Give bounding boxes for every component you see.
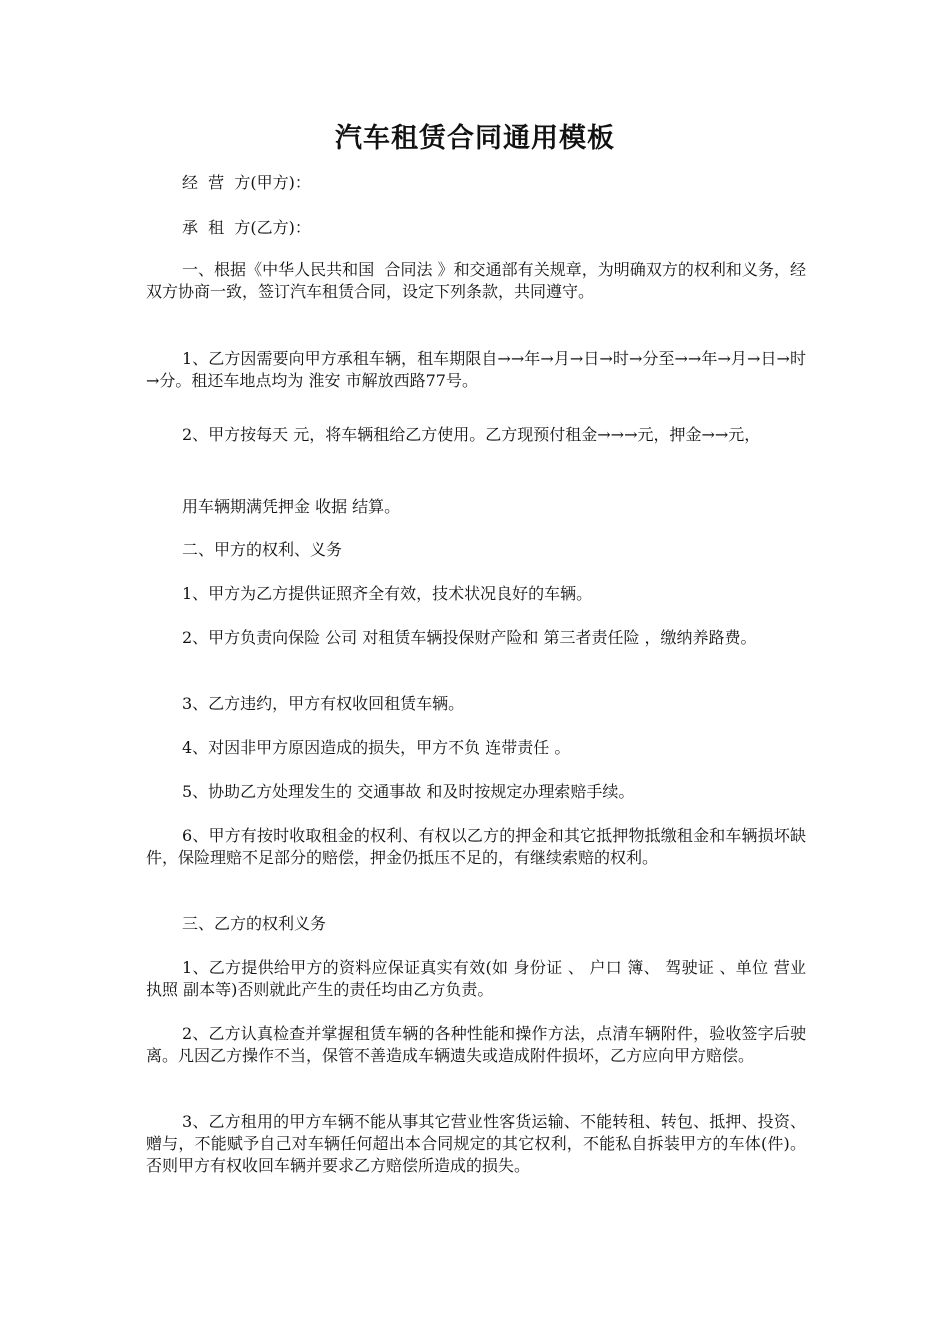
clause-1-term: 1、乙方因需要向甲方承租车辆，租车期限自→→年→月→日→时→分至→→年→月→日→时→分。租还车地点均为 淮安 市解放西路77号。 <box>146 349 806 390</box>
section-2-item-5: 5、协助乙方处理发生的 交通事故 和及时按规定办理索赔手续。 <box>182 782 635 801</box>
party-a-line: 经 营 方(甲方)： <box>182 173 311 192</box>
section-2-heading: 二、甲方的权利、义务 <box>182 540 343 559</box>
clause-intro: 一、根据《中华人民共和国 合同法 》和交通部有关规章，为明确双方的权利和义务，经双方协商一致，签订汽车租赁合同，设定下列条款，共同遵守。 <box>146 260 806 301</box>
section-2-item-4: 4、对因非甲方原因造成的损失，甲方不负 连带责任 。 <box>182 738 571 757</box>
section-3-item-1: 1、乙方提供给甲方的资料应保证真实有效(如 身份证 、 户口 簿、 驾驶证 、单位 营业执照 副本等)否则就此产生的责任均由乙方负责。 <box>146 958 806 999</box>
document-title: 汽车租赁合同通用模板 <box>335 123 615 154</box>
section-3-item-3: 3、乙方租用的甲方车辆不能从事其它营业性客货运输、不能转租、转包、抵押、投资、赠与，不能赋予自己对车辆任何超出本合同规定的其它权利，不能私自拆装甲方的车体(件)。否则甲方有权收回车辆并要求乙方赔偿所造成的损失。 <box>146 1112 806 1175</box>
party-b-line: 承 租 方(乙方)： <box>182 218 311 237</box>
deposit-settlement: 用车辆期满凭押金 收据 结算。 <box>182 497 401 516</box>
section-2-item-2: 2、甲方负责向保险 公司 对租赁车辆投保财产险和 第三者责任险 ，缴纳养路费。 <box>182 628 757 647</box>
section-2-item-1: 1、甲方为乙方提供证照齐全有效，技术状况良好的车辆。 <box>182 584 593 603</box>
section-3-item-2: 2、乙方认真检查并掌握租赁车辆的各种性能和操作方法，点清车辆附件，验收签字后驶离。凡因乙方操作不当，保管不善造成车辆遗失或造成附件损坏，乙方应向甲方赔偿。 <box>146 1024 806 1065</box>
section-2-item-3: 3、乙方违约，甲方有权收回租赁车辆。 <box>182 694 465 713</box>
section-2-item-6: 6、甲方有按时收取租金的权利、有权以乙方的押金和其它抵押物抵缴租金和车辆损坏缺件，保险理赔不足部分的赔偿，押金仍抵压不足的，有继续索赔的权利。 <box>146 826 806 867</box>
section-3-heading: 三、乙方的权利义务 <box>182 914 327 933</box>
clause-2-rent: 2、甲方按每天 元，将车辆租给乙方使用。乙方现预付租金→→→元，押金→→元， <box>182 425 761 444</box>
